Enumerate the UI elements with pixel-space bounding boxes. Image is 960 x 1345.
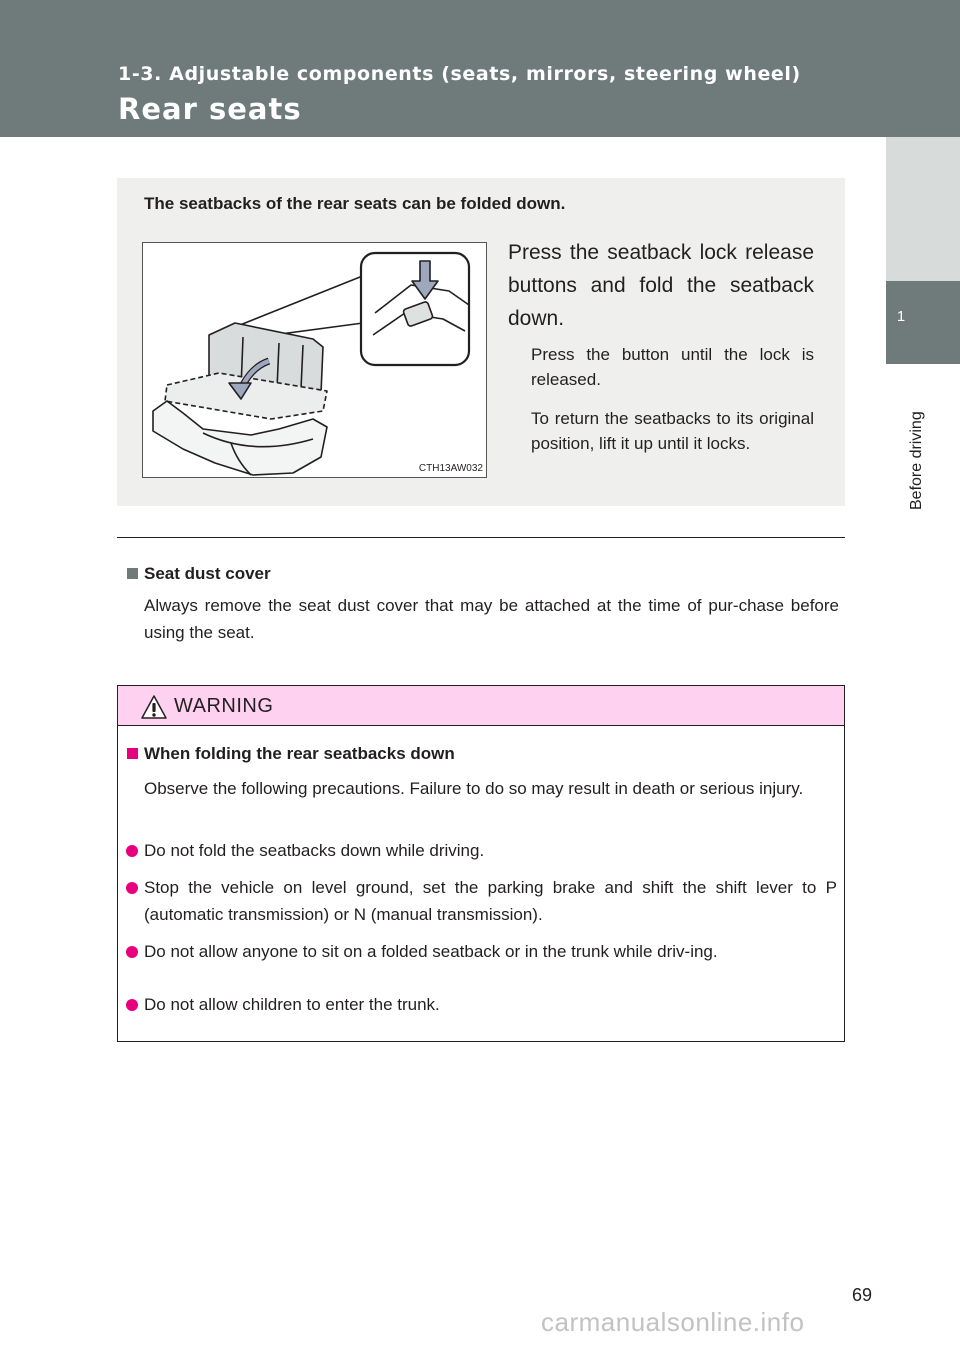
chapter-label: Before driving: [908, 411, 925, 510]
section-title: 1-3. Adjustable components (seats, mirrors, steering wheel): [118, 63, 801, 85]
warning-bullet-text: Do not allow children to enter the trunk.: [144, 995, 440, 1014]
bullet-dot-icon: [126, 882, 138, 894]
note-heading: [127, 564, 271, 584]
page-title: Rear seats: [118, 92, 302, 126]
section-divider: [117, 537, 845, 538]
rear-seat-drawing: [143, 243, 486, 477]
warning-subtitle-text: When folding the rear seatbacks down: [144, 744, 455, 763]
step-note: Press the button until the lock is released.: [531, 345, 814, 389]
square-bullet-icon: [127, 568, 138, 579]
side-tab-spacer: [886, 137, 960, 281]
warning-bullet: [126, 837, 837, 864]
bullet-dot-icon: [126, 999, 138, 1011]
warning-header: [118, 686, 844, 726]
bullet-dot-icon: [126, 845, 138, 857]
warning-bullet-text: Do not fold the seatbacks down while driving.: [144, 841, 485, 860]
warning-bullet-text: Do not allow anyone to sit on a folded seatback or in the trunk while driv-ing.: [144, 942, 718, 961]
chapter-number: 1: [896, 308, 906, 325]
warning-intro: Observe the following precautions. Failure to do so may result in death or serious injury.: [144, 779, 804, 798]
warning-bullet-text: Stop the vehicle on level ground, set the parking brake and shift the shift lever to P (automatic transmission) or N (manual transmission).: [144, 878, 837, 924]
info-heading: The seatbacks of the rear seats can be folded down.: [144, 194, 566, 213]
watermark: carmanualsonline.info: [541, 1307, 805, 1337]
seat-illustration: [142, 242, 487, 478]
step-instruction: Press the seatback lock release buttons and fold the seatback down.: [508, 241, 814, 330]
warning-label: WARNING: [174, 695, 274, 717]
warning-bullet: [126, 938, 837, 965]
warning-bullet: [126, 874, 837, 928]
warning-bullet: [126, 991, 837, 1018]
note-body: Always remove the seat dust cover that may be attached at the time of pur-chase before using the seat.: [144, 596, 839, 642]
warning-subtitle: [127, 744, 455, 764]
warning-box: [117, 685, 845, 1042]
square-bullet-icon: [127, 748, 138, 759]
page-number: 69: [852, 1285, 873, 1305]
note-heading-text: Seat dust cover: [144, 564, 271, 583]
bullet-dot-icon: [126, 946, 138, 958]
figure-code: CTH13AW032: [418, 463, 483, 474]
step-note: To return the seatbacks to its original position, lift it up until it locks.: [531, 409, 814, 453]
warning-triangle-icon: [140, 694, 168, 720]
